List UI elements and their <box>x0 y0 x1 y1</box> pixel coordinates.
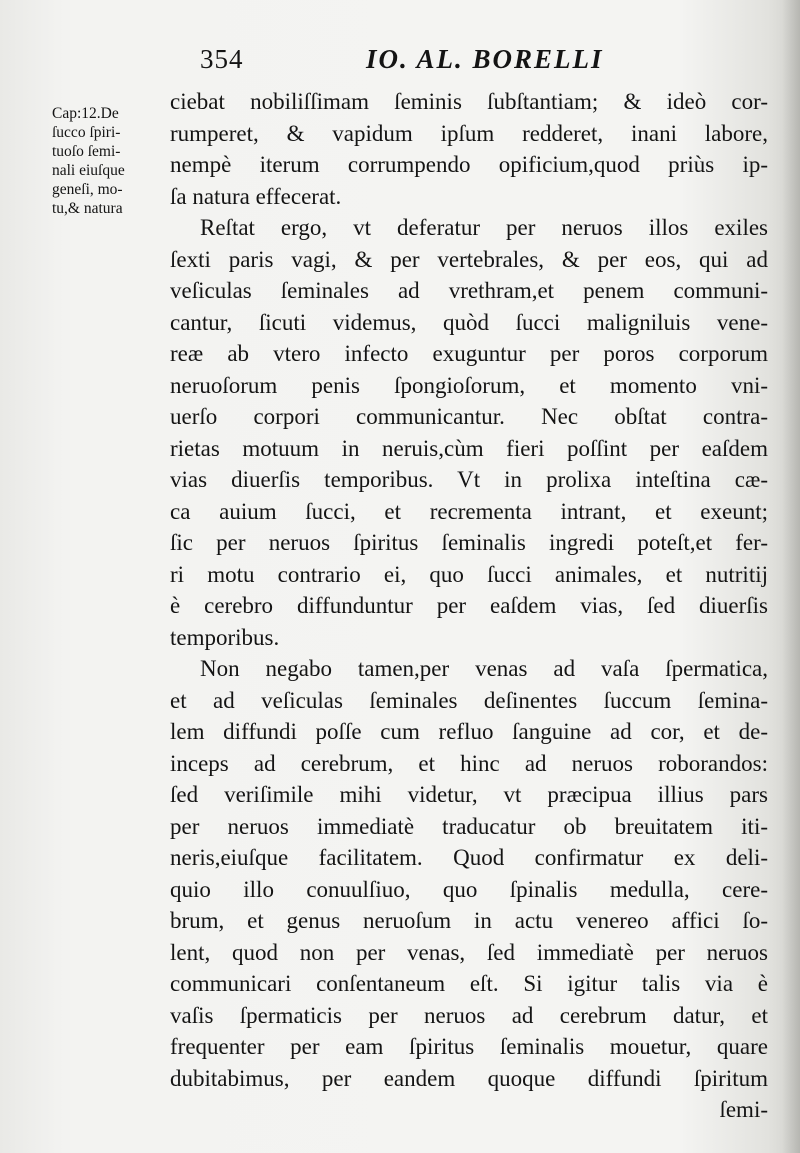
text-line: veſiculas ſeminales ad vrethram,et penem communi- <box>170 278 768 303</box>
text-line: neruoſorum penis ſpongioſorum, et momento vni- <box>170 372 768 398</box>
text-line: ca auium ſucci, et recrementa intrant, et exeunt; <box>170 498 768 524</box>
text-line: frequenter per eam ſpiritus ſeminalis mouetur, quare <box>170 1034 768 1059</box>
margin-note-line: geneſi, mo- <box>52 181 123 198</box>
text-line: dubitabimus, per eandem quoque diffundi ſpiritum <box>170 1065 768 1091</box>
text-line: nempè iterum corrumpendo opificium,quod priùs ip- <box>170 152 768 177</box>
margin-note-line: tu,& natura <box>52 200 123 217</box>
text-line: ſed veriſimile mihi videtur, vt præcipua illius pars <box>170 782 768 807</box>
text-line: brum, et genus neruoſum in actu venereo affici ſo- <box>170 908 768 933</box>
text-line: ſexti paris vagi, & per vertebrales, & per eos, qui ad <box>170 246 768 272</box>
body-text <box>170 86 768 1126</box>
page-number: 354 <box>200 44 244 74</box>
text-line: et ad veſiculas ſeminales deſinentes ſuccum ſemina- <box>170 687 768 713</box>
text-line: ri motu contrario ei, quo ſucci animales, et nutritij <box>170 561 768 587</box>
text-line: Non negabo tamen,per venas ad vaſa ſpermatica, <box>200 656 768 681</box>
text-line: è cerebro diffunduntur per eaſdem vias, ſed diuerſis <box>170 593 768 618</box>
margin-note <box>52 104 164 218</box>
page-header <box>200 44 620 78</box>
catchword: ſemi- <box>719 1097 768 1122</box>
running-head: IO. AL. BORELLI <box>366 44 604 74</box>
text-line: Reſtat ergo, vt deferatur per neruos illos exiles <box>200 215 768 240</box>
text-line: ſa natura effecerat. <box>170 183 342 209</box>
page-edge-shadow <box>782 0 800 1153</box>
text-line: ſic per neruos ſpiritus ſeminalis ingredi poteſt,et fer- <box>170 530 768 555</box>
text-line: uerſo corpori communicantur. Nec obſtat contra- <box>170 404 768 429</box>
text-line: rumperet, & vapidum ipſum redderet, inani labore, <box>170 120 768 146</box>
margin-note-line: Cap:12.De <box>52 105 119 122</box>
text-line: reæ ab vtero infecto exuguntur per poros corporum <box>170 341 768 366</box>
text-line: rietas motuum in neruis,cùm fieri poſſint per eaſdem <box>170 435 768 461</box>
text-line: vaſis ſpermaticis per neruos ad cerebrum datur, et <box>170 1002 768 1028</box>
text-line: cantur, ſicuti videmus, quòd ſucci maligniluis vene- <box>170 309 768 335</box>
text-line: lent, quod non per venas, ſed immediatè per neruos <box>170 939 768 965</box>
margin-note-line: nali eiuſque <box>52 162 125 179</box>
text-line: communicari conſentaneum eſt. Si igitur talis via è <box>170 971 768 996</box>
text-line: vias diuerſis temporibus. Vt in prolixa inteſtina cæ- <box>170 467 768 492</box>
text-line: ciebat nobiliſſimam ſeminis ſubſtantiam; & ideò cor- <box>170 89 768 114</box>
text-line: neris,eiuſque facilitatem. Quod confirmatur ex deli- <box>170 845 768 870</box>
text-line: lem diffundi poſſe cum refluo ſanguine ad cor, et de- <box>170 719 768 744</box>
text-line: inceps ad cerebrum, et hinc ad neruos roborandos: <box>170 750 768 776</box>
text-line: quio illo conuulſiuo, quo ſpinalis medulla, cere- <box>170 876 768 902</box>
text-line: temporibus. <box>170 624 280 650</box>
margin-note-line: ſucco ſpiri- <box>52 124 121 141</box>
text-line: per neruos immediatè traducatur ob breuitatem iti- <box>170 813 768 839</box>
margin-note-line: tuoſo ſemi- <box>52 143 121 160</box>
